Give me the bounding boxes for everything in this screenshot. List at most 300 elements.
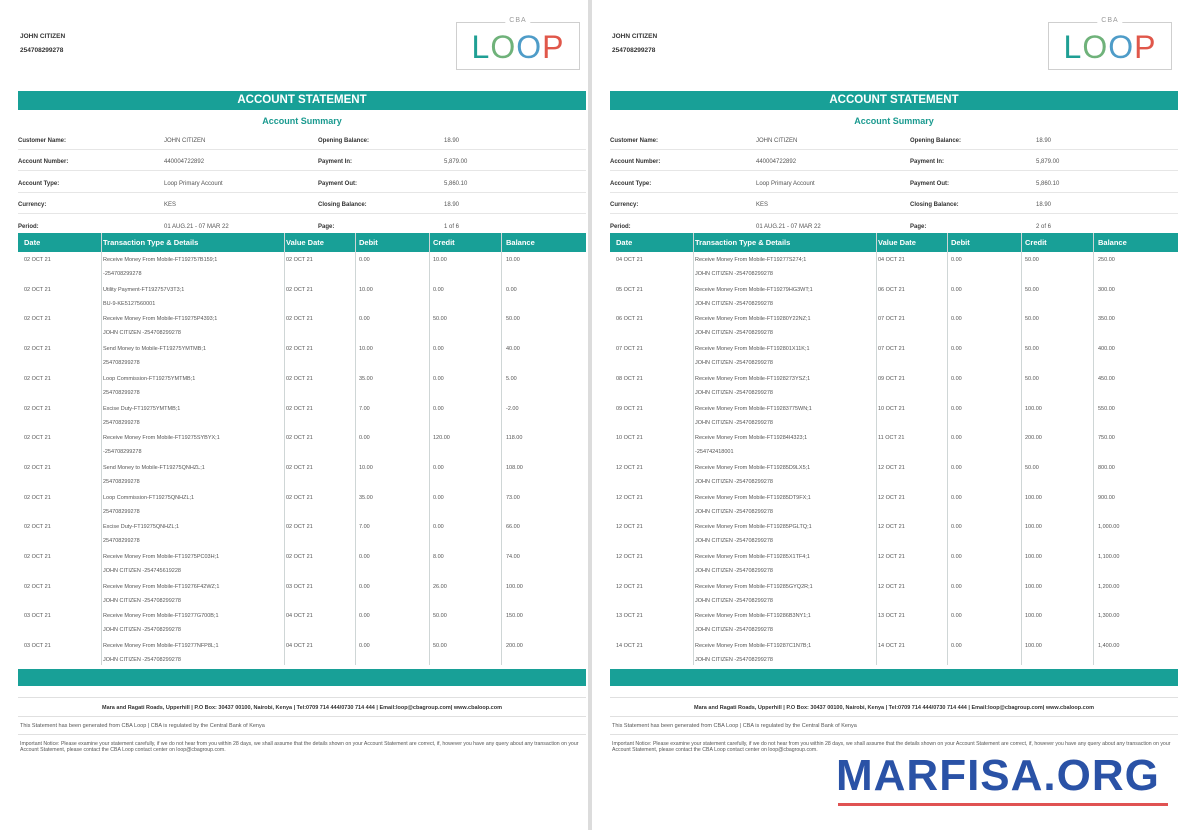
debit-cell: 0.00: [951, 316, 962, 323]
debit-cell: 0.00: [951, 464, 962, 471]
balance-cell: 300.00: [1098, 286, 1115, 293]
debit-cell: 0.00: [359, 257, 370, 263]
details-cell: Receive Money From Mobile-FT19275SYBYX;1: [103, 435, 220, 442]
details-cell-line2: JOHN CITIZEN -254708299278: [695, 597, 773, 604]
generated-note: This Statement has been generated from CBA Loop | CBA is regulated by the Central Bank of Kenya: [20, 723, 265, 729]
value-date-cell: 02 OCT 21: [286, 286, 313, 293]
summary-label: Currency:: [610, 202, 639, 208]
table-footer-bar: [610, 669, 1178, 686]
customer-name: JOHN CITIZEN: [612, 33, 658, 40]
date-cell: 02 OCT 21: [24, 464, 51, 471]
details-cell-line2: JOHN CITIZEN -254708299278: [695, 360, 773, 367]
details-cell: Utility Payment-FT192757V3T3;1: [103, 286, 185, 293]
value-date-cell: 09 OCT 21: [878, 375, 905, 382]
value-date-cell: 04 OCT 21: [286, 643, 313, 650]
balance-cell: 750.00: [1098, 435, 1115, 442]
details-cell-line2: JOHN CITIZEN -254708299278: [695, 330, 773, 337]
date-cell: 08 OCT 21: [616, 375, 643, 382]
details-cell: Receive Money From Mobile-FT19277S274;1: [695, 257, 807, 263]
value-date-cell: 02 OCT 21: [286, 435, 313, 442]
summary-value: 01 AUG.21 - 07 MAR 22: [756, 224, 821, 230]
credit-cell: 200.00: [1025, 435, 1042, 442]
details-cell-line2: 254708299278: [103, 508, 140, 515]
details-cell: Excise Duty-FT19275QNHZL;1: [103, 524, 180, 531]
summary-value: 5,860.10: [444, 181, 468, 187]
summary-label: Customer Name:: [18, 138, 67, 144]
value-date-cell: 04 OCT 21: [286, 613, 313, 620]
debit-cell: 0.00: [951, 494, 962, 501]
value-date-cell: 04 OCT 21: [878, 257, 905, 263]
summary-value: 5,860.10: [1036, 181, 1060, 187]
statement-page: [592, 0, 1180, 830]
table-row: [18, 433, 586, 463]
credit-cell: 10.00: [433, 257, 447, 263]
summary-label: Period:: [610, 224, 631, 230]
credit-cell: 8.00: [433, 554, 444, 560]
debit-cell: 10.00: [359, 286, 373, 293]
generated-note: This Statement has been generated from CBA Loop | CBA is regulated by the Central Bank of Kenya: [612, 723, 857, 729]
credit-cell: 0.00: [433, 375, 444, 382]
table-row: [610, 611, 1178, 641]
column-header: Credit: [433, 238, 455, 247]
credit-cell: 50.00: [1025, 316, 1039, 323]
credit-cell: 50.00: [433, 613, 447, 620]
credit-cell: 50.00: [1025, 286, 1039, 293]
details-cell: Receive Money From Mobile-FT19285PGLTQ;1: [695, 524, 812, 531]
balance-cell: 100.00: [506, 583, 523, 590]
logo-cba-text: CBA: [505, 17, 530, 24]
table-row: [610, 344, 1178, 374]
date-cell: 12 OCT 21: [616, 583, 643, 590]
details-cell-line2: 254708299278: [103, 478, 140, 485]
summary-label: Payment Out:: [318, 181, 358, 187]
value-date-cell: 12 OCT 21: [878, 494, 905, 501]
debit-cell: 0.00: [951, 613, 962, 620]
summary-value: KES: [756, 202, 769, 208]
details-cell: Receive Money From Mobile-FT19285D9LX5;1: [695, 464, 811, 471]
column-header: Debit: [359, 238, 378, 247]
details-cell: Receive Money From Mobile-FT19279HG3WT;1: [695, 286, 813, 293]
details-cell-line2: JOHN CITIZEN -254708299278: [103, 330, 181, 337]
balance-cell: 73.00: [506, 494, 520, 501]
credit-cell: 0.00: [433, 286, 444, 293]
cba-loop-logo: [1048, 17, 1172, 70]
details-cell-line2: JOHN CITIZEN -254745619228: [103, 568, 181, 574]
balance-cell: 1,000.00: [1098, 524, 1120, 531]
summary-label: Account Type:: [610, 181, 652, 187]
date-cell: 02 OCT 21: [24, 524, 51, 531]
summary-label: Account Number:: [18, 159, 69, 165]
value-date-cell: 10 OCT 21: [878, 405, 905, 412]
statement-title: ACCOUNT STATEMENT: [610, 91, 1178, 110]
credit-cell: 120.00: [433, 435, 450, 442]
summary-label: Currency:: [18, 202, 47, 208]
details-cell: Receive Money From Mobile-FT19286B3NY1;1: [695, 613, 811, 620]
value-date-cell: 12 OCT 21: [878, 554, 905, 560]
table-row: [610, 314, 1178, 344]
date-cell: 03 OCT 21: [24, 613, 51, 620]
date-cell: 02 OCT 21: [24, 554, 51, 560]
summary-value: 01 AUG.21 - 07 MAR 22: [164, 224, 229, 230]
date-cell: 02 OCT 21: [24, 257, 51, 263]
details-cell-line2: JOHN CITIZEN -254708299278: [103, 597, 181, 604]
debit-cell: 0.00: [359, 316, 370, 323]
summary-value: 440004722892: [164, 159, 205, 165]
details-cell-line2: JOHN CITIZEN -254708299278: [103, 627, 181, 634]
credit-cell: 100.00: [1025, 524, 1042, 531]
balance-cell: 800.00: [1098, 464, 1115, 471]
value-date-cell: 06 OCT 21: [878, 286, 905, 293]
value-date-cell: 12 OCT 21: [878, 583, 905, 590]
debit-cell: 0.00: [951, 583, 962, 590]
table-row: [610, 493, 1178, 523]
details-cell-line2: JOHN CITIZEN -254708299278: [695, 419, 773, 426]
date-cell: 02 OCT 21: [24, 346, 51, 353]
balance-cell: 74.00: [506, 554, 520, 560]
table-row: [18, 463, 586, 493]
table-row: [610, 433, 1178, 463]
details-cell: Receive Money From Mobile-FT19287C1N7B;1: [695, 643, 812, 650]
details-cell-line2: JOHN CITIZEN -254708299278: [695, 271, 773, 277]
debit-cell: 0.00: [359, 613, 370, 620]
summary-row: [610, 129, 1178, 150]
details-cell-line2: 254708299278: [103, 538, 140, 545]
value-date-cell: 11 OCT 21: [878, 435, 905, 442]
summary-label: Payment In:: [910, 159, 945, 165]
details-cell: Receive Money From Mobile-FT19284I4323;1: [695, 435, 808, 442]
summary-value: 18.90: [1036, 202, 1052, 208]
summary-value: 18.90: [444, 138, 460, 144]
balance-cell: -2.00: [506, 405, 519, 412]
balance-cell: 350.00: [1098, 316, 1115, 323]
credit-cell: 0.00: [433, 464, 444, 471]
table-row: [18, 255, 586, 285]
table-row: [18, 344, 586, 374]
summary-value: KES: [164, 202, 177, 208]
details-cell: Receive Money From Mobile-FT192757B159;1: [103, 257, 218, 263]
column-header: Value Date: [878, 238, 916, 247]
details-cell: Receive Money From Mobile-FT192801X11K;1: [695, 346, 810, 353]
customer-phone: 254708299278: [20, 47, 64, 54]
credit-cell: 50.00: [433, 643, 447, 650]
logo-loop-word: LOOP: [471, 29, 565, 65]
debit-cell: 0.00: [951, 524, 962, 531]
details-cell: Excise Duty-FT19275YMTMB;1: [103, 405, 181, 412]
column-header: Credit: [1025, 238, 1047, 247]
details-cell: Receive Money From Mobile-FT19275PC03H;1: [103, 554, 220, 560]
bank-address: Mara and Ragati Roads, Upperhill | P.O Box: 30437 00100, Nairobi, Kenya | Tel:0709 714 444/0730 714 444 | Email:loop@cbagroup.com| www.cbaloop.com: [694, 705, 1094, 711]
details-cell: Receive Money From Mobile-FT19276F42WZ;1: [103, 583, 220, 590]
summary-label: Page:: [910, 224, 927, 230]
balance-cell: 50.00: [506, 316, 520, 323]
debit-cell: 7.00: [359, 524, 370, 531]
details-cell-line2: JOHN CITIZEN -254708299278: [695, 627, 773, 634]
value-date-cell: 02 OCT 21: [286, 494, 313, 501]
summary-label: Opening Balance:: [910, 138, 962, 144]
balance-cell: 118.00: [506, 435, 523, 442]
value-date-cell: 14 OCT 21: [878, 643, 905, 650]
column-header: Balance: [506, 238, 535, 247]
credit-cell: 100.00: [1025, 494, 1042, 501]
summary-value: 2 of 6: [1036, 224, 1052, 230]
customer-name: JOHN CITIZEN: [20, 33, 66, 40]
details-cell: Send Money to Mobile-FT19275QNHZL;1: [103, 464, 205, 471]
debit-cell: 10.00: [359, 464, 373, 471]
column-header: Transaction Type & Details: [103, 238, 199, 247]
balance-cell: 1,300.00: [1098, 613, 1120, 620]
details-cell: Receive Money From Mobile-FT19277G700B;1: [103, 613, 219, 620]
debit-cell: 10.00: [359, 346, 373, 353]
column-header: Transaction Type & Details: [695, 238, 791, 247]
debit-cell: 0.00: [951, 554, 962, 560]
credit-cell: 0.00: [433, 405, 444, 412]
column-header: Balance: [1098, 238, 1127, 247]
divider: [610, 716, 1178, 717]
debit-cell: 0.00: [951, 435, 962, 442]
balance-cell: 66.00: [506, 524, 520, 531]
debit-cell: 0.00: [951, 286, 962, 293]
summary-value: 18.90: [444, 202, 460, 208]
divider: [18, 716, 586, 717]
summary-label: Closing Balance:: [910, 202, 959, 208]
summary-row: [610, 150, 1178, 171]
details-cell-line2: -254742418001: [695, 449, 734, 456]
date-cell: 13 OCT 21: [616, 613, 643, 620]
credit-cell: 100.00: [1025, 613, 1042, 620]
table-row: [610, 404, 1178, 434]
summary-row: [18, 129, 586, 150]
balance-cell: 450.00: [1098, 375, 1115, 382]
watermark-underline: [838, 803, 1168, 806]
summary-title: Account Summary: [854, 116, 934, 126]
balance-cell: 550.00: [1098, 405, 1115, 412]
debit-cell: 35.00: [359, 494, 373, 501]
summary-value: Loop Primary Account: [756, 181, 815, 187]
debit-cell: 7.00: [359, 405, 370, 412]
bank-address: Mara and Ragati Roads, Upperhill | P.O Box: 30437 00100, Nairobi, Kenya | Tel:0709 714 444/0730 714 444 | Email:loop@cbagroup.com| www.cbaloop.com: [102, 705, 502, 711]
value-date-cell: 03 OCT 21: [286, 583, 313, 590]
value-date-cell: 12 OCT 21: [878, 524, 905, 531]
details-cell-line2: JOHN CITIZEN -254708299278: [695, 657, 773, 664]
details-cell-line2: JOHN CITIZEN -254708299278: [103, 657, 181, 664]
date-cell: 10 OCT 21: [616, 435, 643, 442]
summary-row: [18, 172, 586, 193]
table-row: [18, 285, 586, 315]
table-row: [610, 463, 1178, 493]
summary-label: Payment In:: [318, 159, 353, 165]
customer-header: [20, 30, 65, 58]
credit-cell: 100.00: [1025, 643, 1042, 650]
balance-cell: 5.00: [506, 375, 517, 382]
debit-cell: 0.00: [951, 375, 962, 382]
value-date-cell: 07 OCT 21: [878, 316, 905, 323]
summary-label: Period:: [18, 224, 39, 230]
summary-row: [18, 150, 586, 171]
value-date-cell: 02 OCT 21: [286, 554, 313, 560]
summary-row: [18, 193, 586, 214]
details-cell-line2: -254708299278: [103, 449, 142, 456]
details-cell-line2: JOHN CITIZEN -254708299278: [695, 478, 773, 485]
table-row: [610, 255, 1178, 285]
table-row: [18, 314, 586, 344]
credit-cell: 0.00: [433, 346, 444, 353]
date-cell: 03 OCT 21: [24, 643, 51, 650]
summary-row: [610, 193, 1178, 214]
table-row: [18, 582, 586, 612]
column-header: Debit: [951, 238, 970, 247]
details-cell: Send Money to Mobile-FT19275YMTMB;1: [103, 346, 207, 353]
statement-title: ACCOUNT STATEMENT: [18, 91, 586, 110]
details-cell: Receive Money From Mobile-FT19283775WN;1: [695, 405, 812, 412]
logo-loop-word: LOOP: [1063, 29, 1157, 65]
details-cell: Receive Money From Mobile-FT19285DT9FX;1: [695, 494, 811, 501]
details-cell: Receive Money From Mobile-FT19285GYQ2R;1: [695, 583, 813, 590]
date-cell: 12 OCT 21: [616, 494, 643, 501]
debit-cell: 0.00: [951, 346, 962, 353]
credit-cell: 0.00: [433, 524, 444, 531]
balance-cell: 108.00: [506, 464, 523, 471]
debit-cell: 0.00: [359, 643, 370, 650]
logo-cba-text: CBA: [1097, 17, 1122, 24]
summary-row: [610, 172, 1178, 193]
summary-label: Account Type:: [18, 181, 60, 187]
table-row: [18, 493, 586, 523]
debit-cell: 0.00: [359, 554, 370, 560]
summary-value: 440004722892: [756, 159, 797, 165]
date-cell: 09 OCT 21: [616, 405, 643, 412]
important-notice: Important Notice: Please examine your statement carefully, if we do not hear from you within 28 days, we shall assume that the details shown on your Account Statement are correct, if, however you have any query about any transaction on your Account Statement, please contact the CBA Loop contact center on loop@cbagroup.com.: [20, 741, 579, 753]
table-row: [18, 552, 586, 582]
column-header: Value Date: [286, 238, 324, 247]
details-cell: Receive Money From Mobile-FT1928273YSZ;1: [695, 375, 811, 382]
date-cell: 02 OCT 21: [24, 375, 51, 382]
details-cell-line2: 254708299278: [103, 419, 140, 426]
credit-cell: 50.00: [1025, 346, 1039, 353]
balance-cell: 150.00: [506, 613, 523, 620]
table-row: [18, 522, 586, 552]
debit-cell: 0.00: [951, 643, 962, 650]
debit-cell: 35.00: [359, 375, 373, 382]
credit-cell: 100.00: [1025, 583, 1042, 590]
balance-cell: 1,200.00: [1098, 583, 1120, 590]
divider: [610, 697, 1178, 698]
summary-label: Payment Out:: [910, 181, 950, 187]
value-date-cell: 02 OCT 21: [286, 405, 313, 412]
summary-value: 18.90: [1036, 138, 1052, 144]
balance-cell: 900.00: [1098, 494, 1115, 501]
details-cell-line2: 254708299278: [103, 360, 140, 367]
credit-cell: 100.00: [1025, 405, 1042, 412]
date-cell: 06 OCT 21: [616, 316, 643, 323]
divider: [18, 734, 586, 735]
value-date-cell: 02 OCT 21: [286, 316, 313, 323]
balance-cell: 40.00: [506, 346, 520, 353]
debit-cell: 0.00: [951, 405, 962, 412]
table-row: [610, 374, 1178, 404]
summary-value: JOHN CITIZEN: [164, 138, 206, 144]
details-cell: Receive Money From Mobile-FT19285X1TF4;1: [695, 554, 810, 560]
date-cell: 12 OCT 21: [616, 554, 643, 560]
customer-phone: 254708299278: [612, 47, 656, 54]
table-row: [18, 641, 586, 671]
summary-label: Page:: [318, 224, 335, 230]
details-cell-line2: 254708299278: [103, 389, 140, 396]
balance-cell: 1,100.00: [1098, 554, 1120, 560]
table-footer-bar: [18, 669, 586, 686]
debit-cell: 0.00: [359, 435, 370, 442]
credit-cell: 0.00: [433, 494, 444, 501]
summary-title: Account Summary: [262, 116, 342, 126]
date-cell: 14 OCT 21: [616, 643, 643, 650]
summary-label: Account Number:: [610, 159, 661, 165]
table-row: [18, 611, 586, 641]
details-cell: Loop Commission-FT19275YMTMB;1: [103, 375, 196, 382]
details-cell-line2: JOHN CITIZEN -254708299278: [695, 508, 773, 515]
summary-value: 5,879.00: [444, 159, 468, 165]
cba-loop-logo: [456, 17, 580, 70]
summary-value: 5,879.00: [1036, 159, 1060, 165]
credit-cell: 50.00: [1025, 375, 1039, 382]
credit-cell: 50.00: [1025, 464, 1039, 471]
divider: [610, 734, 1178, 735]
credit-cell: 50.00: [1025, 257, 1039, 263]
details-cell: Receive Money From Mobile-FT19280Y22NZ;1: [695, 316, 811, 323]
important-notice: Important Notice: Please examine your statement carefully, if we do not hear from you within 28 days, we shall assume that the details shown on your Account Statement are correct, if, however you have any query about any transaction on your Account Statement, please contact the CBA Loop contact center on loop@cbagroup.com.: [612, 741, 1171, 753]
date-cell: 04 OCT 21: [616, 257, 643, 263]
date-cell: 02 OCT 21: [24, 494, 51, 501]
statement-page: [0, 0, 588, 830]
credit-cell: 100.00: [1025, 554, 1042, 560]
debit-cell: 0.00: [951, 257, 962, 263]
watermark-text: MARFISA.ORG: [836, 751, 1160, 800]
details-cell: Receive Money From Mobile-FT19277NFP8L;1: [103, 643, 219, 650]
value-date-cell: 02 OCT 21: [286, 464, 313, 471]
date-cell: 12 OCT 21: [616, 524, 643, 531]
details-cell-line2: JOHN CITIZEN -254708299278: [695, 568, 773, 574]
date-cell: 02 OCT 21: [24, 405, 51, 412]
summary-label: Opening Balance:: [318, 138, 370, 144]
summary-label: Customer Name:: [610, 138, 659, 144]
column-header: Date: [616, 238, 633, 247]
balance-cell: 200.00: [506, 643, 523, 650]
details-cell-line2: JOHN CITIZEN -254708299278: [695, 538, 773, 545]
customer-header: [612, 30, 657, 58]
summary-value: Loop Primary Account: [164, 181, 223, 187]
value-date-cell: 02 OCT 21: [286, 375, 313, 382]
details-cell-line2: BU-9-KE5127560001: [103, 300, 156, 307]
balance-cell: 250.00: [1098, 257, 1115, 263]
date-cell: 02 OCT 21: [24, 435, 51, 442]
date-cell: 12 OCT 21: [616, 464, 643, 471]
table-row: [610, 582, 1178, 612]
column-header: Date: [24, 238, 41, 247]
summary-value: 1 of 6: [444, 224, 460, 230]
credit-cell: 26.00: [433, 583, 447, 590]
balance-cell: 400.00: [1098, 346, 1115, 353]
date-cell: 07 OCT 21: [616, 346, 643, 353]
table-row: [18, 404, 586, 434]
details-cell: Receive Money From Mobile-FT19275P4393;1: [103, 316, 218, 323]
credit-cell: 50.00: [433, 316, 447, 323]
date-cell: 02 OCT 21: [24, 286, 51, 293]
summary-label: Closing Balance:: [318, 202, 367, 208]
value-date-cell: 07 OCT 21: [878, 346, 905, 353]
date-cell: 05 OCT 21: [616, 286, 643, 293]
table-row: [610, 522, 1178, 552]
details-cell: Loop Commission-FT19275QNHZL;1: [103, 494, 195, 501]
value-date-cell: 02 OCT 21: [286, 257, 313, 263]
details-cell-line2: -254708299278: [103, 271, 142, 277]
